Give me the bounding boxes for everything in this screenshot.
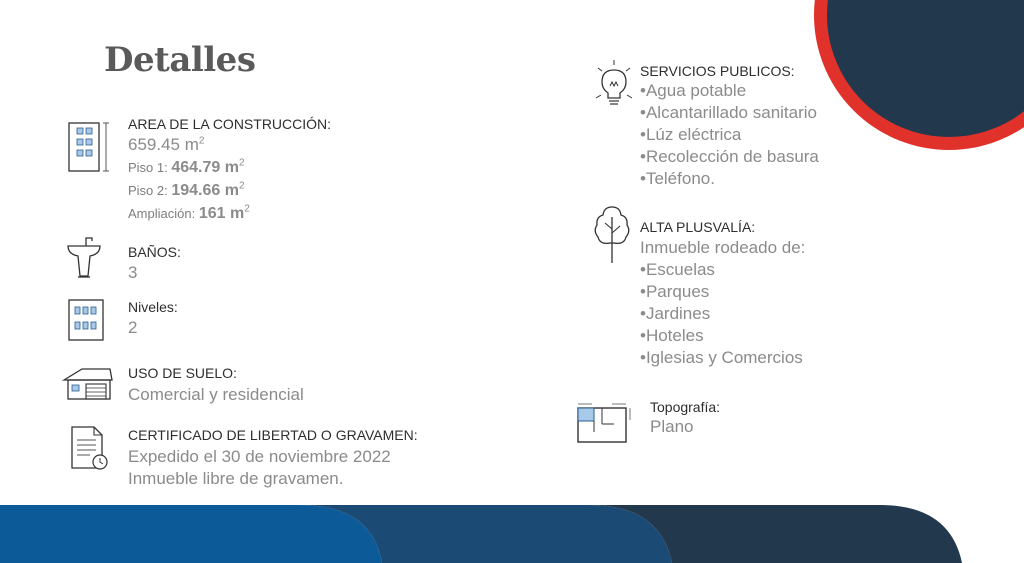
list-item: • Alcantarillado sanitario xyxy=(640,102,819,124)
list-item: • Hoteles xyxy=(640,325,805,347)
levels-label: Niveles: xyxy=(128,299,178,315)
levels-value: 2 xyxy=(128,318,138,337)
high-value-label: ALTA PLUSVALÍA: xyxy=(640,219,756,235)
bathrooms-value: 3 xyxy=(128,263,138,282)
list-item: • Iglesias y Comercios xyxy=(640,347,805,369)
building-levels-icon xyxy=(66,297,108,343)
land-use-value: Comercial y residencial xyxy=(128,385,304,404)
certificate-values xyxy=(128,446,391,490)
land-use-label: USO DE SUELO: xyxy=(128,365,237,381)
certificate-issued-date: Expedido el 30 de noviembre 2022 xyxy=(128,447,391,466)
house-garage-icon xyxy=(62,366,114,402)
construction-area-label: AREA DE LA CONSTRUCCIÓN: xyxy=(128,116,332,132)
list-item: • Lúz eléctrica xyxy=(640,124,819,146)
page-title: Detalles xyxy=(104,40,256,80)
certificate-status: Inmueble libre de gravamen. xyxy=(128,469,344,488)
high-value-list xyxy=(640,237,805,369)
public-services-label: SERVICIOS PUBLICOS: xyxy=(640,63,795,79)
list-item: • Jardines xyxy=(640,303,805,325)
tree-icon xyxy=(590,203,634,265)
list-item: • Agua potable xyxy=(640,80,819,102)
extension-area: Ampliación: 161 $m^2$ xyxy=(128,203,250,222)
floor-2-area: Piso 2: 194.66 $m^2$ xyxy=(128,180,245,199)
list-item: • Recolección de basura xyxy=(640,146,819,168)
construction-area-total: 659.45 $m^2$ xyxy=(128,135,205,154)
floor-1-area: Piso 1: 464.79 $m^2$ xyxy=(128,157,245,176)
certificate-label: CERTIFICADO DE LIBERTAD O GRAVAMEN: xyxy=(128,427,418,443)
document-clock-icon xyxy=(68,424,112,472)
high-value-intro: Inmueble rodeado de: xyxy=(640,238,806,257)
public-services-list xyxy=(640,80,819,190)
sink-icon xyxy=(64,234,104,280)
floorplan-icon xyxy=(574,402,632,446)
topography-value: Plano xyxy=(650,417,694,436)
bottom-wave-decoration xyxy=(0,505,1024,563)
building-icon xyxy=(66,119,112,175)
bathrooms-label: BAÑOS: xyxy=(128,244,181,260)
topography-label: Topografía: xyxy=(650,399,721,415)
list-item: • Teléfono. xyxy=(640,168,819,190)
corner-decoration xyxy=(814,0,1024,150)
construction-area-values xyxy=(128,134,250,225)
list-item: • Escuelas xyxy=(640,259,805,281)
lightbulb-icon xyxy=(592,58,636,112)
list-item: • Parques xyxy=(640,281,805,303)
